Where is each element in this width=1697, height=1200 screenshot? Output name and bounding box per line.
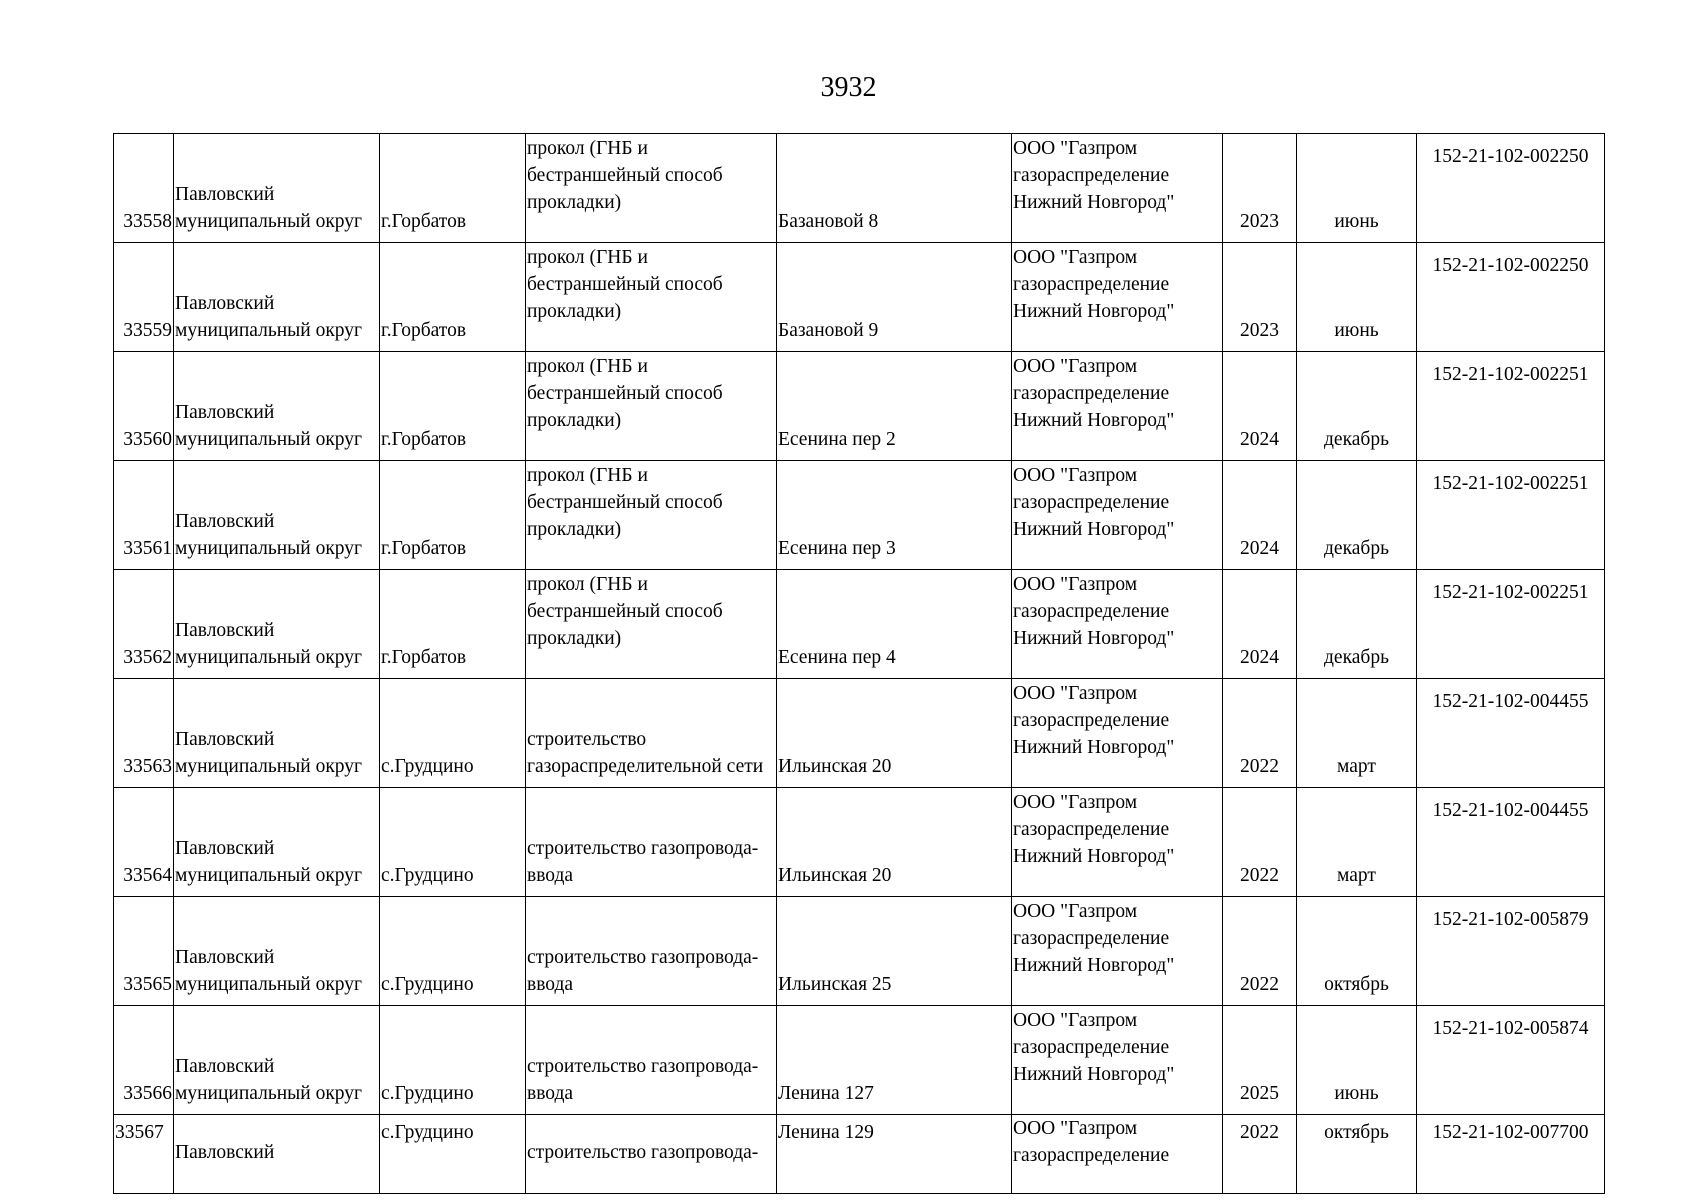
row-number: 33567 xyxy=(114,1115,174,1194)
row-number: 33563 xyxy=(114,679,174,788)
district-line: Павловский xyxy=(175,511,275,532)
work-type-line: строительство газопровода- xyxy=(527,838,759,859)
organization-line: ООО "Газпром xyxy=(1013,138,1138,159)
organization-cell xyxy=(1012,134,1223,243)
address-cell: Ленина 127 xyxy=(777,1006,1012,1115)
organization-line: газораспределение xyxy=(1013,710,1170,731)
row-number: 33560 xyxy=(114,352,174,461)
month-cell: июнь xyxy=(1297,1006,1417,1115)
district-cell xyxy=(174,570,380,679)
organization-line: газораспределение xyxy=(1013,165,1170,186)
district-line: муниципальный округ xyxy=(175,1083,363,1104)
work-type-line: строительство газопровода- xyxy=(527,947,759,968)
address-cell: Базановой 8 xyxy=(777,134,1012,243)
work-type-cell xyxy=(526,570,777,679)
row-number: 33566 xyxy=(114,1006,174,1115)
organization-cell xyxy=(1012,570,1223,679)
district-cell xyxy=(174,897,380,1006)
address-cell: Ильинская 20 xyxy=(777,679,1012,788)
table-row xyxy=(114,570,1605,679)
district-cell xyxy=(174,461,380,570)
object-code-cell xyxy=(1417,679,1605,788)
work-type-line: прокол (ГНБ и xyxy=(527,574,648,595)
year-cell: 2024 xyxy=(1223,352,1297,461)
locality-cell: с.Грудцино xyxy=(380,1006,526,1115)
organization-cell xyxy=(1012,788,1223,897)
table-row xyxy=(114,243,1605,352)
object-code: 152-21-102-002251 xyxy=(1432,473,1589,494)
locality-cell: г.Горбатов xyxy=(380,134,526,243)
address-cell: Базановой 9 xyxy=(777,243,1012,352)
organization-line: газораспределение xyxy=(1013,819,1170,840)
organization-cell xyxy=(1012,1006,1223,1115)
organization-line: газораспределение xyxy=(1013,601,1170,622)
organization-line: Нижний Новгород" xyxy=(1013,192,1175,213)
object-code-cell xyxy=(1417,352,1605,461)
district-line: Павловский xyxy=(175,293,275,314)
month-cell: июнь xyxy=(1297,243,1417,352)
district-line: Павловский xyxy=(175,402,275,423)
object-code-cell xyxy=(1417,570,1605,679)
object-code: 152-21-102-007700 xyxy=(1432,1122,1589,1143)
object-code-cell xyxy=(1417,1115,1605,1194)
work-type-line: строительство газопровода- xyxy=(527,1056,759,1077)
work-type-line: ввода xyxy=(527,865,574,886)
table-row xyxy=(114,897,1605,1006)
district-line: муниципальный округ xyxy=(175,756,363,777)
district-cell xyxy=(174,1115,380,1194)
organization-cell xyxy=(1012,352,1223,461)
address-cell: Есенина пер 2 xyxy=(777,352,1012,461)
organization-line: газораспределение xyxy=(1013,383,1170,404)
object-code: 152-21-102-005879 xyxy=(1432,909,1589,930)
district-line: муниципальный округ xyxy=(175,320,363,341)
organization-line: Нижний Новгород" xyxy=(1013,1064,1175,1085)
district-line: муниципальный округ xyxy=(175,429,363,450)
organization-line: газораспределение xyxy=(1013,1145,1170,1166)
organization-line: ООО "Газпром xyxy=(1013,901,1138,922)
organization-line: газораспределение xyxy=(1013,274,1170,295)
work-type-line: прокол (ГНБ и xyxy=(527,138,648,159)
work-type-line: прокладки) xyxy=(527,192,622,213)
district-line: Павловский xyxy=(175,1142,275,1163)
locality-cell: г.Горбатов xyxy=(380,461,526,570)
work-type-line: газораспределительной сети xyxy=(527,756,764,777)
work-type-line: прокол (ГНБ и xyxy=(527,465,648,486)
locality-cell: с.Грудцино xyxy=(380,1115,526,1194)
locality-cell: с.Грудцино xyxy=(380,679,526,788)
organization-line: ООО "Газпром xyxy=(1013,792,1138,813)
organization-line: газораспределение xyxy=(1013,492,1170,513)
row-number: 33558 xyxy=(114,134,174,243)
organization-line: Нижний Новгород" xyxy=(1013,301,1175,322)
row-number: 33564 xyxy=(114,788,174,897)
locality-cell: г.Горбатов xyxy=(380,243,526,352)
organization-cell xyxy=(1012,461,1223,570)
year-cell: 2022 xyxy=(1223,788,1297,897)
organization-line: Нижний Новгород" xyxy=(1013,737,1175,758)
work-type-cell xyxy=(526,788,777,897)
row-number: 33562 xyxy=(114,570,174,679)
work-type-line: бестраншейный способ xyxy=(527,601,723,622)
object-code: 152-21-102-004455 xyxy=(1432,800,1589,821)
table-row-partial xyxy=(114,1115,1605,1194)
object-code: 152-21-102-002250 xyxy=(1432,255,1589,276)
organization-cell xyxy=(1012,243,1223,352)
district-cell xyxy=(174,1006,380,1115)
organization-cell xyxy=(1012,1115,1223,1194)
month-cell: октябрь xyxy=(1297,1115,1417,1194)
organization-line: ООО "Газпром xyxy=(1013,574,1138,595)
district-cell xyxy=(174,352,380,461)
month-cell: октябрь xyxy=(1297,897,1417,1006)
address-cell: Есенина пер 3 xyxy=(777,461,1012,570)
object-code: 152-21-102-002251 xyxy=(1432,364,1589,385)
work-type-line: ввода xyxy=(527,974,574,995)
work-type-cell xyxy=(526,1115,777,1194)
work-type-line: прокладки) xyxy=(527,519,622,540)
year-cell: 2023 xyxy=(1223,243,1297,352)
row-number: 33565 xyxy=(114,897,174,1006)
work-type-line: бестраншейный способ xyxy=(527,165,723,186)
work-type-line: прокладки) xyxy=(527,628,622,649)
address-cell: Ильинская 25 xyxy=(777,897,1012,1006)
table-row xyxy=(114,352,1605,461)
organization-line: Нижний Новгород" xyxy=(1013,628,1175,649)
table-row xyxy=(114,1006,1605,1115)
work-type-cell xyxy=(526,1006,777,1115)
work-type-cell xyxy=(526,352,777,461)
work-type-cell xyxy=(526,243,777,352)
month-cell: декабрь xyxy=(1297,461,1417,570)
district-cell xyxy=(174,134,380,243)
organization-line: Нижний Новгород" xyxy=(1013,519,1175,540)
organization-line: ООО "Газпром xyxy=(1013,356,1138,377)
work-type-cell xyxy=(526,134,777,243)
organization-line: Нижний Новгород" xyxy=(1013,846,1175,867)
organization-line: газораспределение xyxy=(1013,1037,1170,1058)
organization-line: ООО "Газпром xyxy=(1013,465,1138,486)
month-cell: март xyxy=(1297,788,1417,897)
organization-line: газораспределение xyxy=(1013,928,1170,949)
organization-cell xyxy=(1012,897,1223,1006)
address-cell: Ленина 129 xyxy=(777,1115,1012,1194)
work-type-line: строительство газопровода- xyxy=(527,1142,759,1163)
locality-cell: с.Грудцино xyxy=(380,788,526,897)
object-code: 152-21-102-004455 xyxy=(1432,691,1589,712)
year-cell: 2025 xyxy=(1223,1006,1297,1115)
table-row xyxy=(114,679,1605,788)
work-type-line: строительство xyxy=(527,729,647,750)
district-cell xyxy=(174,243,380,352)
locality-cell: г.Горбатов xyxy=(380,570,526,679)
district-line: муниципальный округ xyxy=(175,538,363,559)
object-code: 152-21-102-002250 xyxy=(1432,146,1589,167)
object-code: 152-21-102-005874 xyxy=(1432,1018,1589,1039)
object-code: 152-21-102-002251 xyxy=(1432,582,1589,603)
year-cell: 2023 xyxy=(1223,134,1297,243)
work-type-cell xyxy=(526,679,777,788)
work-type-line: прокол (ГНБ и xyxy=(527,356,648,377)
organization-line: ООО "Газпром xyxy=(1013,247,1138,268)
work-type-line: прокладки) xyxy=(527,301,622,322)
year-cell: 2024 xyxy=(1223,570,1297,679)
work-type-line: ввода xyxy=(527,1083,574,1104)
object-code-cell xyxy=(1417,788,1605,897)
month-cell: март xyxy=(1297,679,1417,788)
district-line: муниципальный округ xyxy=(175,974,363,995)
address-cell: Ильинская 20 xyxy=(777,788,1012,897)
district-line: муниципальный округ xyxy=(175,865,363,886)
organization-line: ООО "Газпром xyxy=(1013,1118,1138,1139)
row-number: 33561 xyxy=(114,461,174,570)
object-code-cell xyxy=(1417,134,1605,243)
object-code-cell xyxy=(1417,243,1605,352)
district-line: Павловский xyxy=(175,184,275,205)
district-line: Павловский xyxy=(175,838,275,859)
table-row xyxy=(114,461,1605,570)
year-cell: 2022 xyxy=(1223,897,1297,1006)
work-type-cell xyxy=(526,461,777,570)
year-cell: 2022 xyxy=(1223,1115,1297,1194)
object-code-cell xyxy=(1417,461,1605,570)
work-type-line: прокладки) xyxy=(527,410,622,431)
organization-cell xyxy=(1012,679,1223,788)
table-row xyxy=(114,134,1605,243)
district-line: муниципальный округ xyxy=(175,647,363,668)
object-code-cell xyxy=(1417,897,1605,1006)
month-cell: июнь xyxy=(1297,134,1417,243)
organization-line: Нижний Новгород" xyxy=(1013,410,1175,431)
district-line: Павловский xyxy=(175,1056,275,1077)
month-cell: декабрь xyxy=(1297,570,1417,679)
organization-line: Нижний Новгород" xyxy=(1013,955,1175,976)
organization-line: ООО "Газпром xyxy=(1013,683,1138,704)
locality-cell: г.Горбатов xyxy=(380,352,526,461)
table-row xyxy=(114,788,1605,897)
object-code-cell xyxy=(1417,1006,1605,1115)
work-type-line: бестраншейный способ xyxy=(527,492,723,513)
work-type-line: бестраншейный способ xyxy=(527,383,723,404)
locality-cell: с.Грудцино xyxy=(380,897,526,1006)
work-type-cell xyxy=(526,897,777,1006)
district-line: Павловский xyxy=(175,729,275,750)
work-type-line: прокол (ГНБ и xyxy=(527,247,648,268)
district-cell xyxy=(174,788,380,897)
district-cell xyxy=(174,679,380,788)
year-cell: 2022 xyxy=(1223,679,1297,788)
organization-line: ООО "Газпром xyxy=(1013,1010,1138,1031)
registry-table xyxy=(113,133,1605,1194)
month-cell: декабрь xyxy=(1297,352,1417,461)
page-number: 3932 xyxy=(820,72,877,103)
address-cell: Есенина пер 4 xyxy=(777,570,1012,679)
row-number: 33559 xyxy=(114,243,174,352)
district-line: Павловский xyxy=(175,947,275,968)
district-line: муниципальный округ xyxy=(175,211,363,232)
year-cell: 2024 xyxy=(1223,461,1297,570)
district-line: Павловский xyxy=(175,620,275,641)
work-type-line: бестраншейный способ xyxy=(527,274,723,295)
